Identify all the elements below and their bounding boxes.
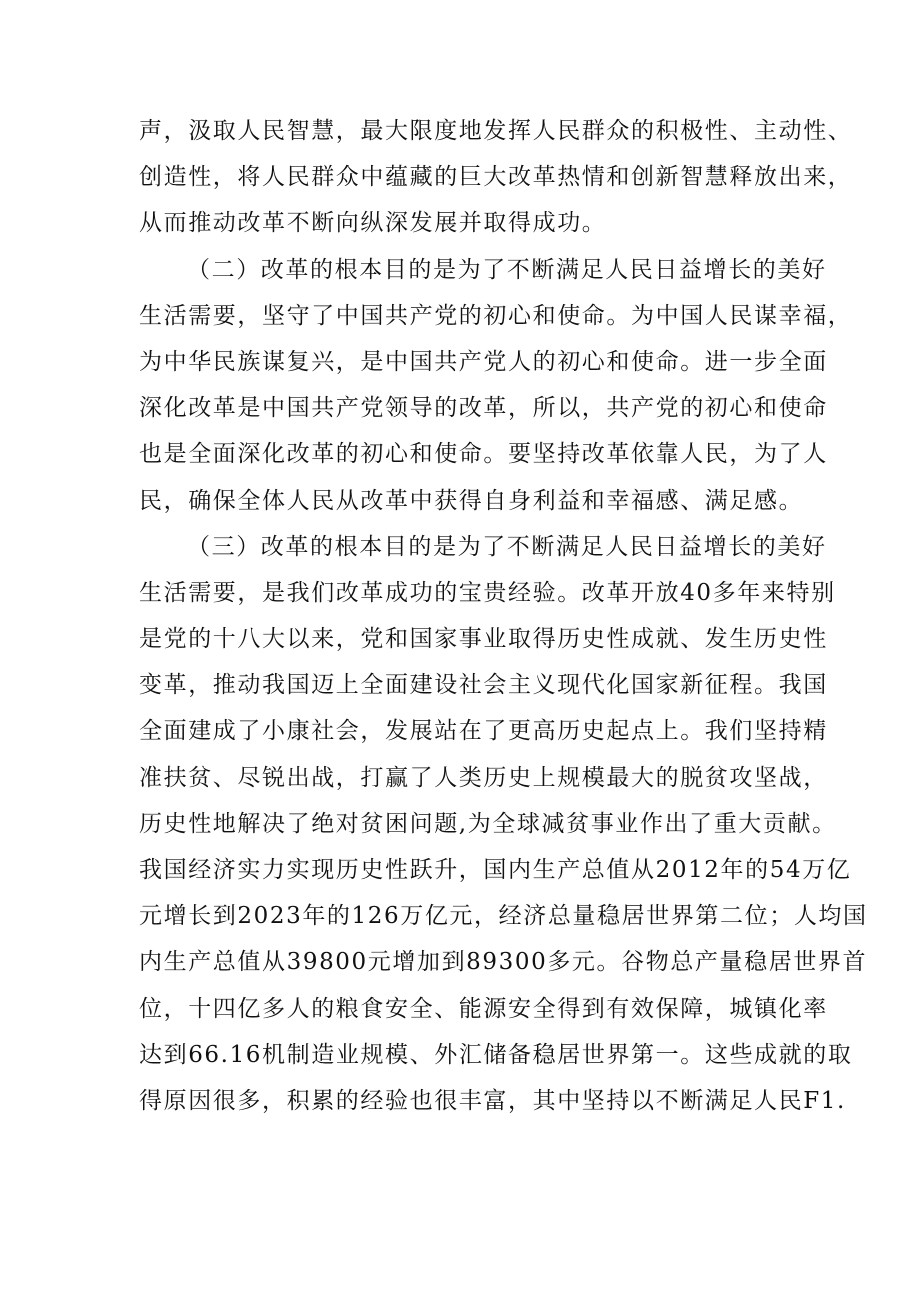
- text-line: 历史性地解决了绝对贫困问题,为全球减贫事业作出了重大贡献。: [139, 810, 837, 837]
- text-line: 元增长到2023年的126万亿元，经济总量稳居世界第二位；人均国: [139, 903, 868, 930]
- text-line: 全面建成了小康社会，发展站在了更高历史起点上。我们坚持精: [139, 718, 828, 745]
- section-heading-three: （三）改革的根本目的是为了不断满足人民日益增长的美好: [187, 533, 827, 560]
- text-line: 生活需要，坚守了中国共产党的初心和使命。为中国人民谋幸福，: [139, 302, 853, 329]
- text-line: 也是全面深化改革的初心和使命。要坚持改革依靠人民，为了人: [139, 441, 828, 468]
- body-text: [139, 108, 868, 1124]
- text-line: 内生产总值从39800元增加到89300多元。谷物总产量稳居世界首: [139, 949, 868, 976]
- text-line: 生活需要，是我们改革成功的宝贵经验。改革开放40多年来特别: [139, 579, 836, 606]
- text-line: 从而推动改革不断向纵深发展并取得成功。: [139, 210, 607, 237]
- text-line: 声，汲取人民智慧，最大限度地发挥人民群众的积极性、主动性、: [139, 118, 853, 144]
- text-line: 深化改革是中国共产党领导的改革，所以，共产党的初心和使命: [139, 395, 828, 422]
- text-line: 创造性，将人民群众中蕴藏的巨大改革热情和创新智慧释放出来，: [139, 164, 853, 191]
- text-line: 准扶贫、尽锐出战，打赢了人类历史上规模最大的脱贫攻坚战，: [139, 764, 828, 791]
- text-line: 我国经济实力实现历史性跃升，国内生产总值从2012年的54万亿: [139, 857, 852, 883]
- text-line: 达到66.16机制造业规模、外汇储备稳居世界第一。这些成就的取: [139, 1041, 853, 1068]
- text-line: 是党的十八大以来，党和国家事业取得历史性成就、发生历史性: [139, 626, 828, 653]
- text-line: 位，十四亿多人的粮食安全、能源安全得到有效保障，城镇化率: [139, 995, 828, 1022]
- text-line: 变革，推动我国迈上全面建设社会主义现代化国家新征程。我国: [139, 672, 828, 699]
- text-line: 得原因很多，积累的经验也很丰富，其中坚持以不断满足人民F1.: [139, 1087, 846, 1114]
- section-heading-two: （二）改革的根本目的是为了不断满足人民日益增长的美好: [187, 256, 827, 283]
- text-line: 为中华民族谋复兴，是中国共产党人的初心和使命。进一步全面: [139, 348, 828, 375]
- text-line: 民，确保全体人民从改革中获得自身利益和幸福感、满足感。: [139, 487, 804, 514]
